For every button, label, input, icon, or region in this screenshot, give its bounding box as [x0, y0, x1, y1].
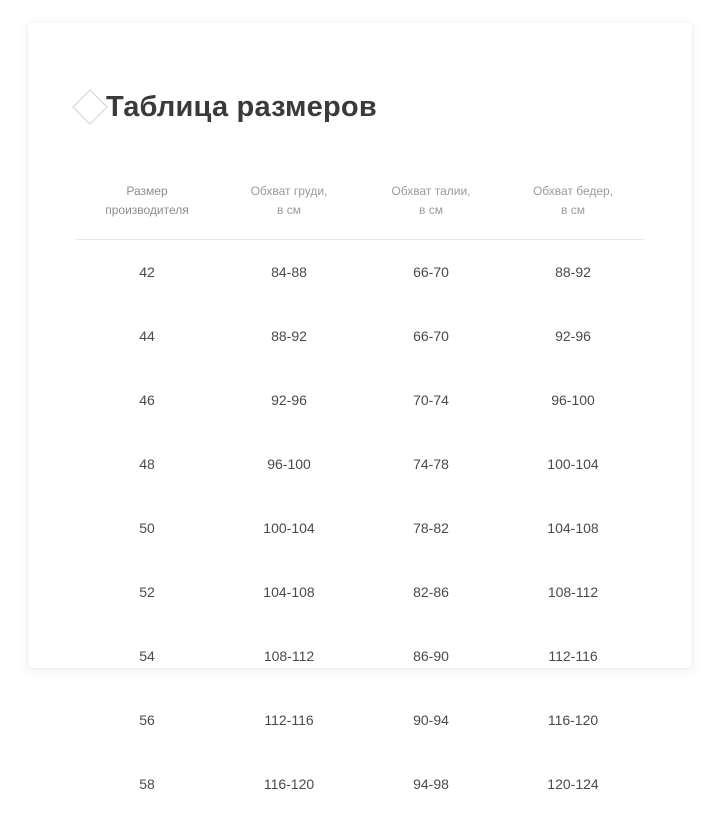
- cell-chest: 104-108: [263, 584, 315, 601]
- diamond-outline-icon: [68, 85, 112, 129]
- cell-chest: 84-88: [271, 264, 307, 281]
- cell-waist: 86-90: [413, 648, 449, 665]
- cell-hips: 92-96: [555, 328, 591, 345]
- cell-size: 56: [139, 712, 155, 729]
- cell-hips: 88-92: [555, 264, 591, 281]
- size-table: [76, 168, 644, 816]
- cell-chest: 108-112: [263, 648, 315, 665]
- cell-waist: 70-74: [413, 392, 449, 409]
- cell-hips: 120-124: [547, 776, 599, 793]
- cell-hips: 108-112: [547, 584, 599, 601]
- table-row: [76, 432, 644, 496]
- cell-chest: 112-116: [264, 712, 314, 729]
- table-row: [76, 688, 644, 752]
- column-header-size-line1: Размер: [126, 184, 168, 198]
- column-header-size: [76, 168, 218, 240]
- table-header-row: [76, 168, 644, 240]
- cell-hips: 116-120: [547, 712, 599, 729]
- cell-size: 42: [139, 264, 155, 281]
- cell-chest: 88-92: [271, 328, 307, 345]
- cell-chest: 116-120: [263, 776, 315, 793]
- table-header: [76, 168, 644, 240]
- column-header-size-line2: производителя: [105, 202, 189, 217]
- cell-hips: 112-116: [548, 648, 598, 665]
- table-row: [76, 624, 644, 688]
- cell-size: 44: [139, 328, 155, 345]
- cell-waist: 74-78: [413, 456, 449, 473]
- column-header-hips-line2: в см: [561, 202, 585, 217]
- table-row: [76, 496, 644, 560]
- table-row: [76, 560, 644, 624]
- page-title: Таблица размеров: [106, 90, 377, 123]
- column-header-waist: [360, 168, 502, 240]
- cell-waist: 82-86: [413, 584, 449, 601]
- size-chart-card: [28, 22, 692, 793]
- cell-chest: 100-104: [263, 520, 315, 537]
- cell-size: 46: [139, 392, 155, 409]
- cell-hips: 100-104: [547, 456, 599, 473]
- cell-size: 54: [139, 648, 155, 665]
- column-header-chest-line2: в см: [277, 202, 301, 217]
- cell-chest: 92-96: [271, 392, 307, 409]
- column-header-chest-line1: Обхват груди,: [250, 184, 328, 198]
- cell-waist: 78-82: [413, 520, 449, 537]
- cell-waist: 94-98: [413, 776, 449, 793]
- title-row: [68, 78, 377, 136]
- cell-size: 58: [139, 776, 155, 793]
- cell-size: 50: [139, 520, 155, 537]
- column-header-waist-line2: в см: [419, 202, 443, 217]
- table-row: [76, 304, 644, 368]
- cell-chest: 96-100: [267, 456, 311, 473]
- table-row: [76, 752, 644, 816]
- column-header-waist-line1: Обхват талии,: [391, 184, 471, 198]
- cell-size: 48: [139, 456, 155, 473]
- table-body: [76, 240, 644, 816]
- table-row: [76, 240, 644, 305]
- column-header-chest: [218, 168, 360, 240]
- column-header-hips: [502, 168, 644, 240]
- cell-hips: 104-108: [547, 520, 599, 537]
- column-header-hips-line1: Обхват бедер,: [532, 184, 614, 198]
- cell-waist: 66-70: [413, 328, 449, 345]
- cell-size: 52: [139, 584, 155, 601]
- cell-waist: 66-70: [413, 264, 449, 281]
- cell-waist: 90-94: [413, 712, 449, 729]
- cell-hips: 96-100: [551, 392, 595, 409]
- table-row: [76, 368, 644, 432]
